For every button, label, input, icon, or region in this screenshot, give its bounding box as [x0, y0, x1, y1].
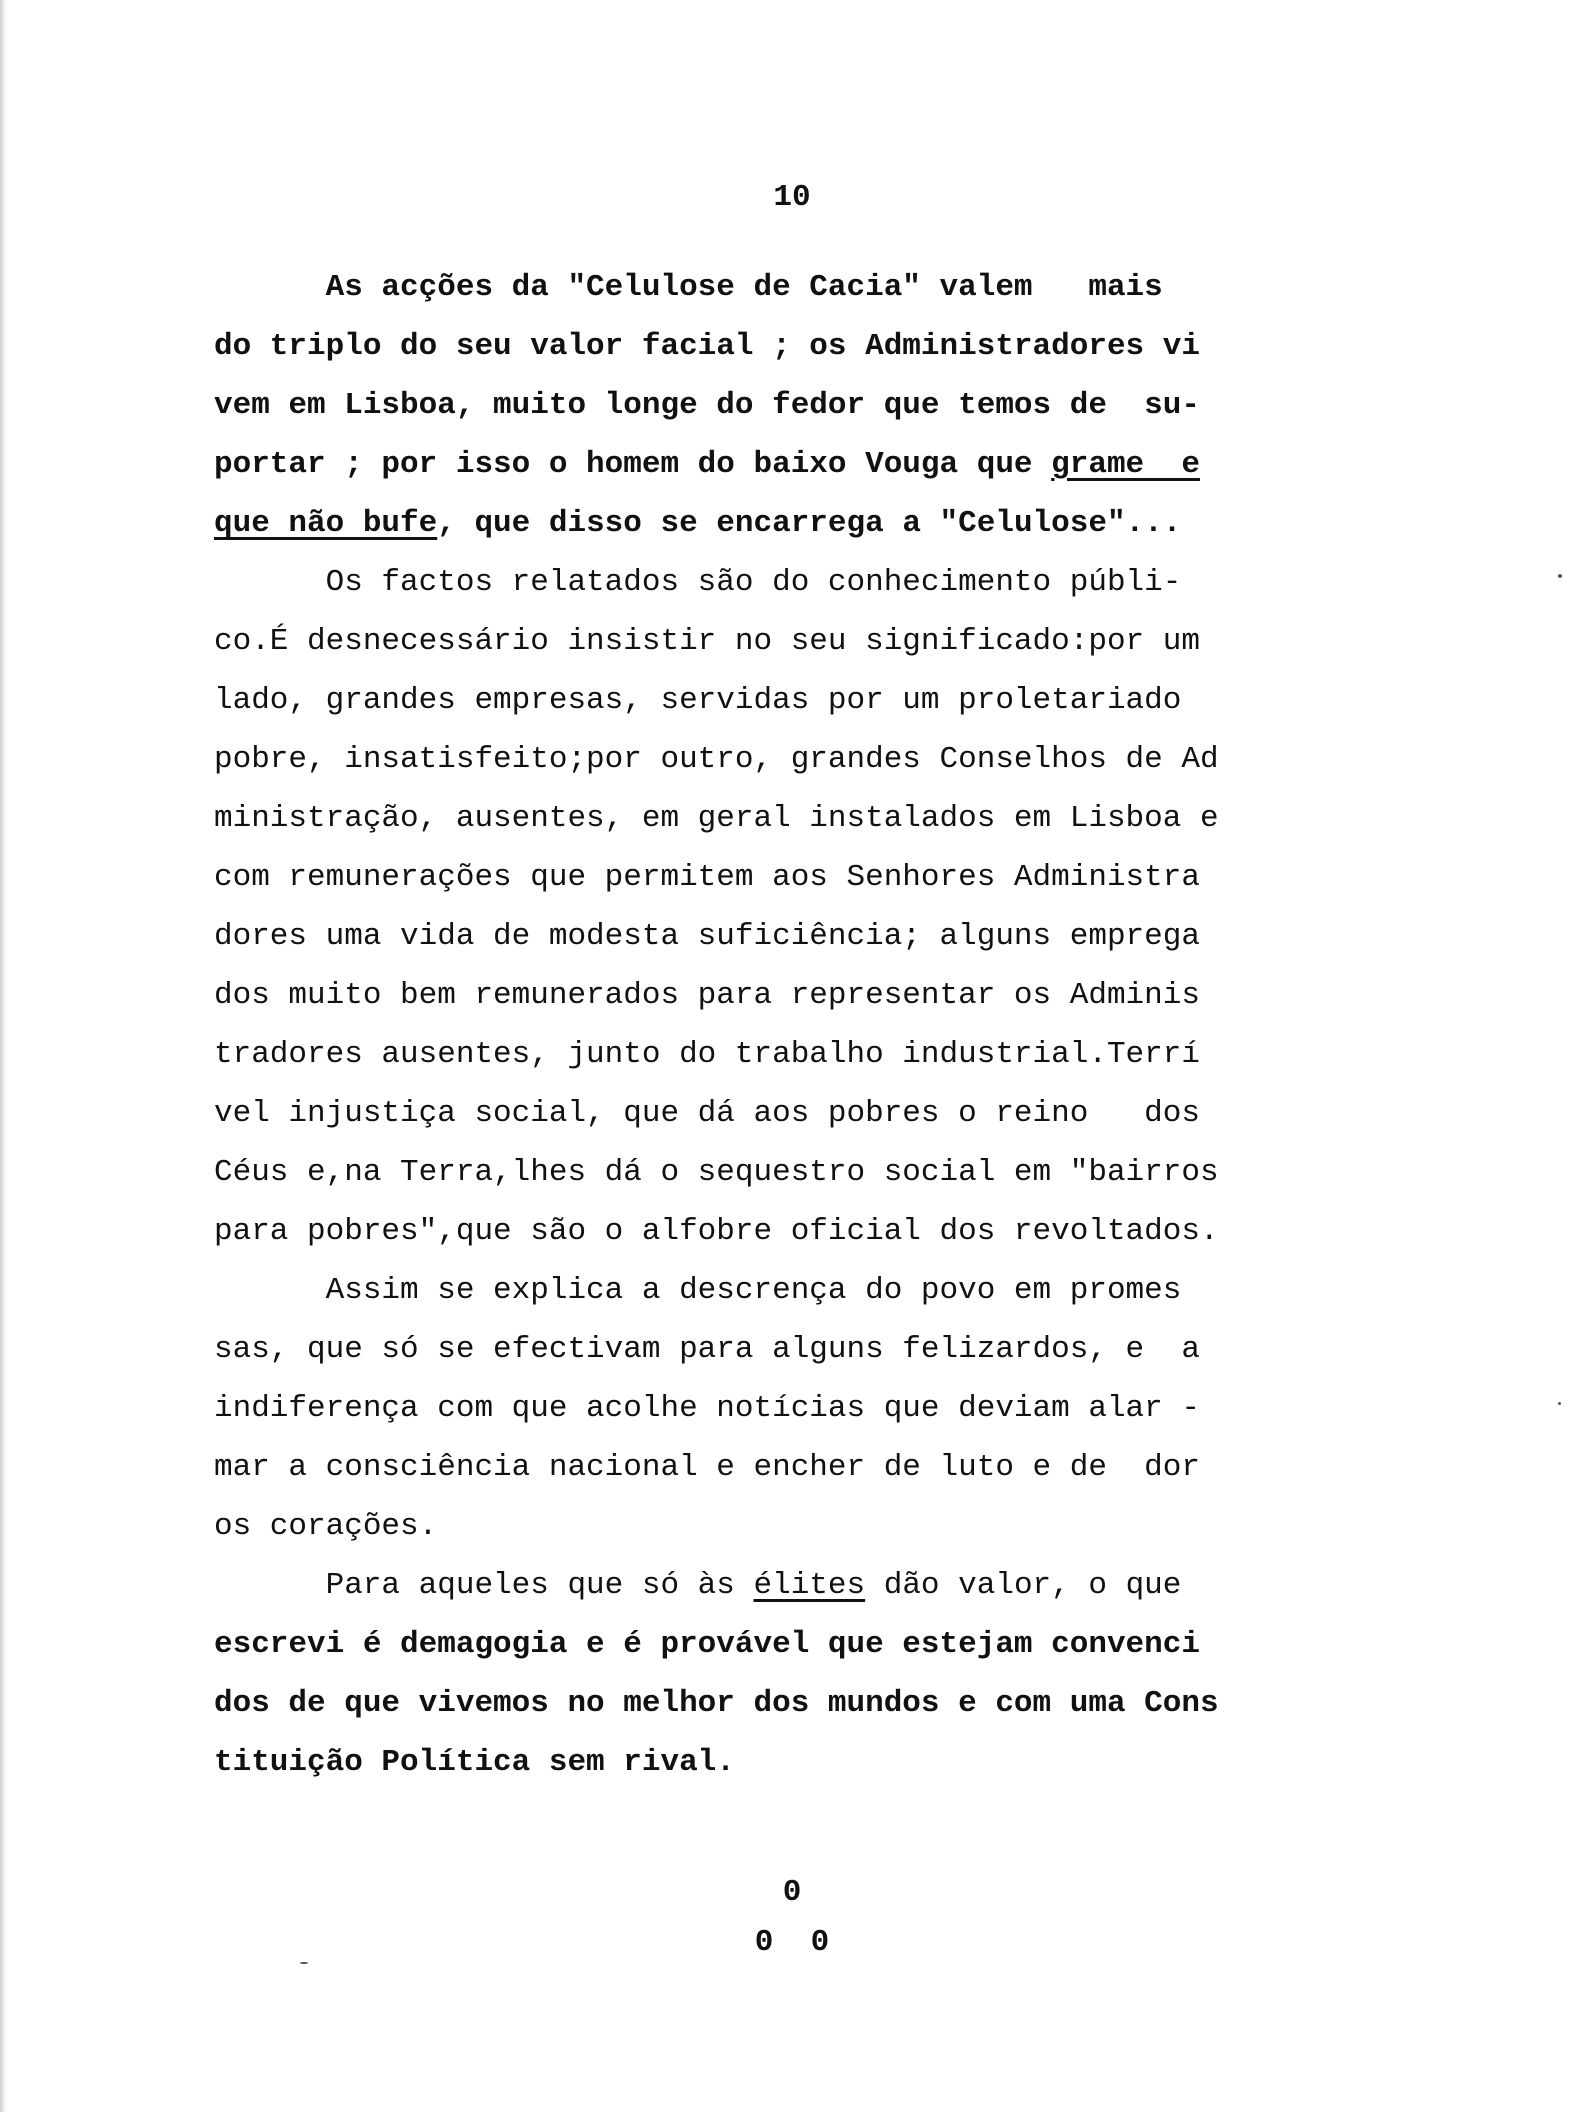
text-line: As acções da "Celulose de Cacia" valem mais — [214, 270, 1163, 305]
section-end-mark — [0, 1868, 1584, 1968]
text-line: Céus e,na Terra,lhes dá o sequestro social em "bairros — [214, 1155, 1219, 1190]
text-line: mar a consciência nacional e encher de luto e de dor — [214, 1450, 1200, 1485]
page-number: 10 — [773, 180, 811, 215]
scan-speck — [1558, 574, 1562, 578]
text-line: portar ; por isso o homem do baixo Vouga que grame e — [214, 447, 1200, 482]
text-line: pobre, insatisfeito;por outro, grandes Conselhos de Ad — [214, 742, 1219, 777]
text-line: vel injustiça social, que dá aos pobres o reino dos — [214, 1096, 1200, 1131]
text-line: vem em Lisboa, muito longe do fedor que temos de su- — [214, 388, 1200, 423]
text-line: os corações. — [214, 1509, 438, 1544]
text-line: escrevi é demagogia e é provável que estejam convenci — [214, 1627, 1200, 1662]
text-line: com remunerações que permitem aos Senhores Administra — [214, 860, 1200, 895]
underlined-phrase: que não bufe — [214, 506, 438, 541]
text-line: dores uma vida de modesta suficiência; alguns emprega — [214, 919, 1200, 954]
text-line: sas, que só se efectivam para alguns felizardos, e a — [214, 1332, 1200, 1367]
body-text — [214, 258, 1354, 1792]
text-line: lado, grandes empresas, servidas por um proletariado — [214, 683, 1182, 718]
end-mark-bottom: 0 0 — [754, 1925, 830, 1960]
text-line: tituição Política sem rival. — [214, 1745, 735, 1780]
underlined-phrase: élites — [753, 1568, 866, 1603]
text-line: indiferença com que acolhe notícias que deviam alar - — [214, 1391, 1200, 1426]
text-line: que não bufe, que disso se encarrega a "Celulose"... — [214, 506, 1182, 541]
end-mark-top: 0 — [782, 1875, 802, 1910]
text-line: do triplo do seu valor facial ; os Administradores vi — [214, 329, 1200, 364]
text-line: para pobres",que são o alfobre oficial dos revoltados. — [214, 1214, 1219, 1249]
text-line: Os factos relatados são do conhecimento públi- — [214, 565, 1182, 600]
text-line: dos de que vivemos no melhor dos mundos e com uma Cons — [214, 1686, 1219, 1721]
scan-speck — [1558, 1402, 1561, 1405]
text-line: ministração, ausentes, em geral instalados em Lisboa e — [214, 801, 1219, 836]
underlined-phrase: grame e — [1051, 447, 1200, 482]
text-line: co.É desnecessário insistir no seu significado:por um — [214, 624, 1200, 659]
text-line: Para aqueles que só às élites dão valor, o que — [214, 1568, 1182, 1603]
text-line: Assim se explica a descrença do povo em promes — [214, 1273, 1182, 1308]
text-line: dos muito bem remunerados para representar os Adminis — [214, 978, 1200, 1013]
scan-speck — [300, 1962, 308, 1964]
scan-edge — [0, 0, 6, 2112]
text-line: tradores ausentes, junto do trabalho industrial.Terrí — [214, 1037, 1200, 1072]
